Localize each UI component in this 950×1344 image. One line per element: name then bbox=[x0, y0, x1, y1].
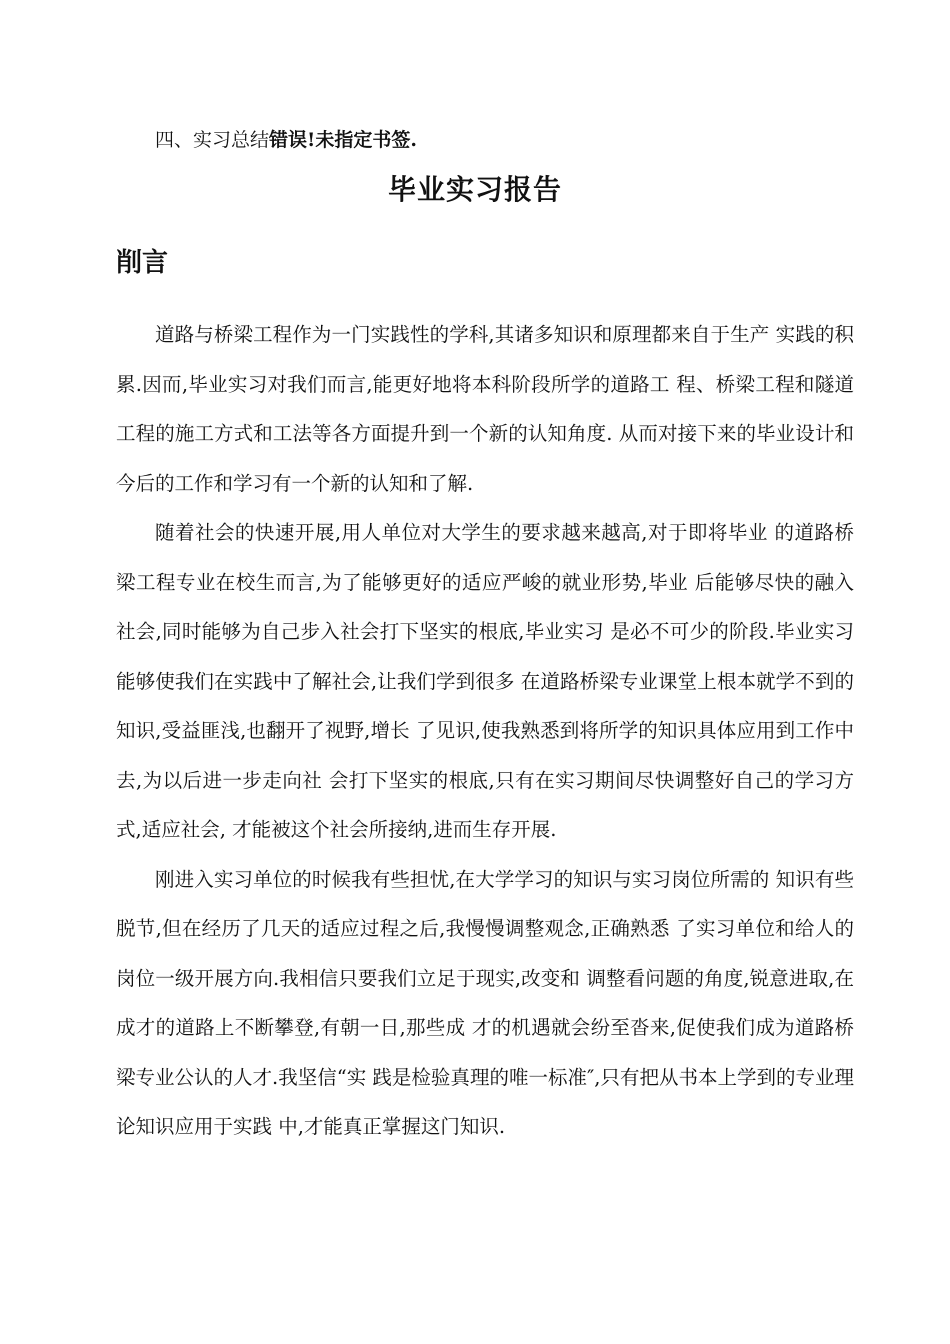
paragraph: 随着社会的快速开展,用人单位对大学生的要求越来越高,对于即将毕业 的道路桥梁工程专业在校生而言,为了能够更好的适应严峻的就业形势,毕业 后能够尽快的融入社会,同时能够为自己步入社会打下坚实的根底,毕业实习 是必不可少的阶段.毕业实习能够使我们在实践中了解社会,让我们学到很多 在道路桥梁专业课堂上根本就学不到的知识,受益匪浅,也翻开了视野,增长 了见识,使我熟悉到将所学的知识具体应用到工作中去,为以后进一步走向社 会打下坚实的根底,只有在实习期间尽快调整好自己的学习方式,适应社会, 才能被这个社会所接纳,进而生存开展. bbox=[116, 521, 854, 841]
toc-error-text: 错误!未指定书签. bbox=[269, 129, 417, 151]
document-title: 毕业实习报告 bbox=[387, 173, 562, 206]
body-text bbox=[116, 310, 854, 1152]
toc-entry bbox=[155, 126, 417, 154]
paragraph: 刚进入实习单位的时候我有些担忧,在大学学习的知识与实习岗位所需的 知识有些脱节,但在经历了几天的适应过程之后,我慢慢调整观念,正确熟悉 了实习单位和给人的岗位一级开展方向.我相信只要我们立足于现实,改变和 调整看问题的角度,锐意进取,在成才的道路上不断攀登,有朝一日,那些成 才的机遇就会纷至沓来,促使我们成为道路桥梁专业公认的人才.我坚信“实 践是检验真理的唯一标准″,只有把从书本上学到的专业理论知识应用于实践 中,才能真正掌握这门知识. bbox=[116, 867, 854, 1138]
paragraph: 道路与桥梁工程作为一门实践性的学科,其诸多知识和原理都来自于生产 实践的积累.因而,毕业实习对我们而言,能更好地将本科阶段所学的道路工 程、桥梁工程和隧道工程的施工方式和工法等各方面提升到一个新的认知角度. 从而对接下来的毕业设计和今后的工作和学习有一个新的认知和了解. bbox=[116, 323, 854, 495]
toc-item-text: 四、实习总结 bbox=[155, 129, 270, 151]
section-heading: 削言 bbox=[116, 248, 169, 278]
